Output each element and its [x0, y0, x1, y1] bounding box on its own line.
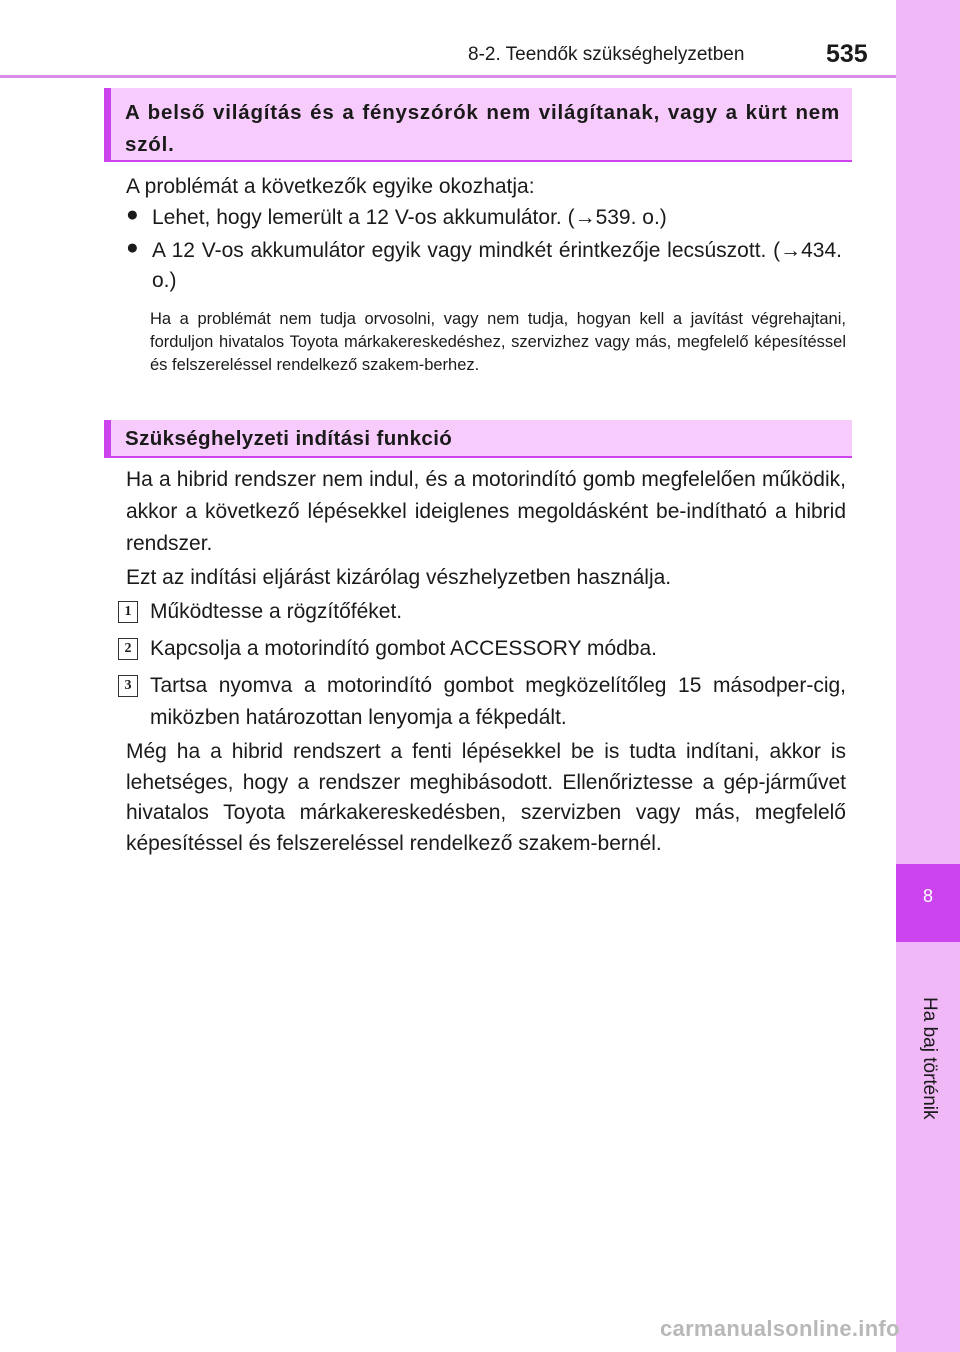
page-number: 535	[826, 40, 868, 68]
watermark: carmanualsonline.info	[660, 1316, 900, 1341]
step-number-box: 3	[118, 675, 138, 697]
chapter-title-vertical: Ha baj történik	[919, 997, 940, 1120]
emergency-only-note: Ezt az indítási eljárást kizárólag vészhelyzetben használja.	[126, 566, 672, 589]
emergency-start-intro: Ha a hibrid rendszer nem indul, és a motorindító gomb megfelelően működik, akkor a következő lépésekkel ideiglenes megoldásként be-indítható a hibrid rendszer.	[126, 468, 846, 555]
cause-intro: A problémát a következők egyike okozhatja:	[126, 175, 535, 198]
cause-bullet-battery: Lehet, hogy lemerült a 12 V-os akkumulátor. (→539. o.)	[152, 206, 667, 229]
section-title-emergency-start: Szükséghelyzeti indítási funkció	[104, 420, 852, 458]
section-title-lights: A belső világítás és a fényszórók nem világítanak, vagy a kürt nem szól.	[104, 88, 852, 162]
header-divider	[0, 75, 896, 78]
step-number-box: 2	[118, 638, 138, 660]
step-number-box: 1	[118, 601, 138, 623]
bullet-icon: ●	[126, 236, 139, 259]
chapter-number-tab: 8	[896, 864, 960, 942]
repair-note: Ha a problémát nem tudja orvosolni, vagy nem tudja, hogyan kell a javítást végrehajtani, forduljon hivatalos Toyota márkakereskedéshez, szervizhez vagy más, megfelelő képesítéssel és felszereléssel rendelkező szakem-berhez.	[150, 310, 846, 374]
side-tab-top	[896, 0, 960, 864]
cause-bullet-terminals: A 12 V-os akkumulátor egyik vagy mindkét érintkezője lecsúszott. (→434. o.)	[152, 239, 842, 292]
malfunction-warning: Még ha a hibrid rendszert a fenti lépésekkel be is tudta indítani, akkor is lehetséges, hogy a rendszer meghibásodott. Ellenőriztesse a gép-járművet hivatalos Toyota márkakereskedésben, szervizben vagy más, megfelelő képesítéssel és felszereléssel rendelkező szakem-bernél.	[126, 740, 846, 855]
bullet-icon: ●	[126, 203, 139, 226]
step-text: Kapcsolja a motorindító gombot ACCESSORY módba.	[150, 637, 657, 660]
step-text: Tartsa nyomva a motorindító gombot megközelítőleg 15 másodper-cig, miközben határozottan lenyomja a fékpedált.	[150, 674, 846, 729]
section-header-text: 8-2. Teendők szükséghelyzetben	[468, 44, 745, 65]
step-text: Működtesse a rögzítőféket.	[150, 600, 403, 623]
